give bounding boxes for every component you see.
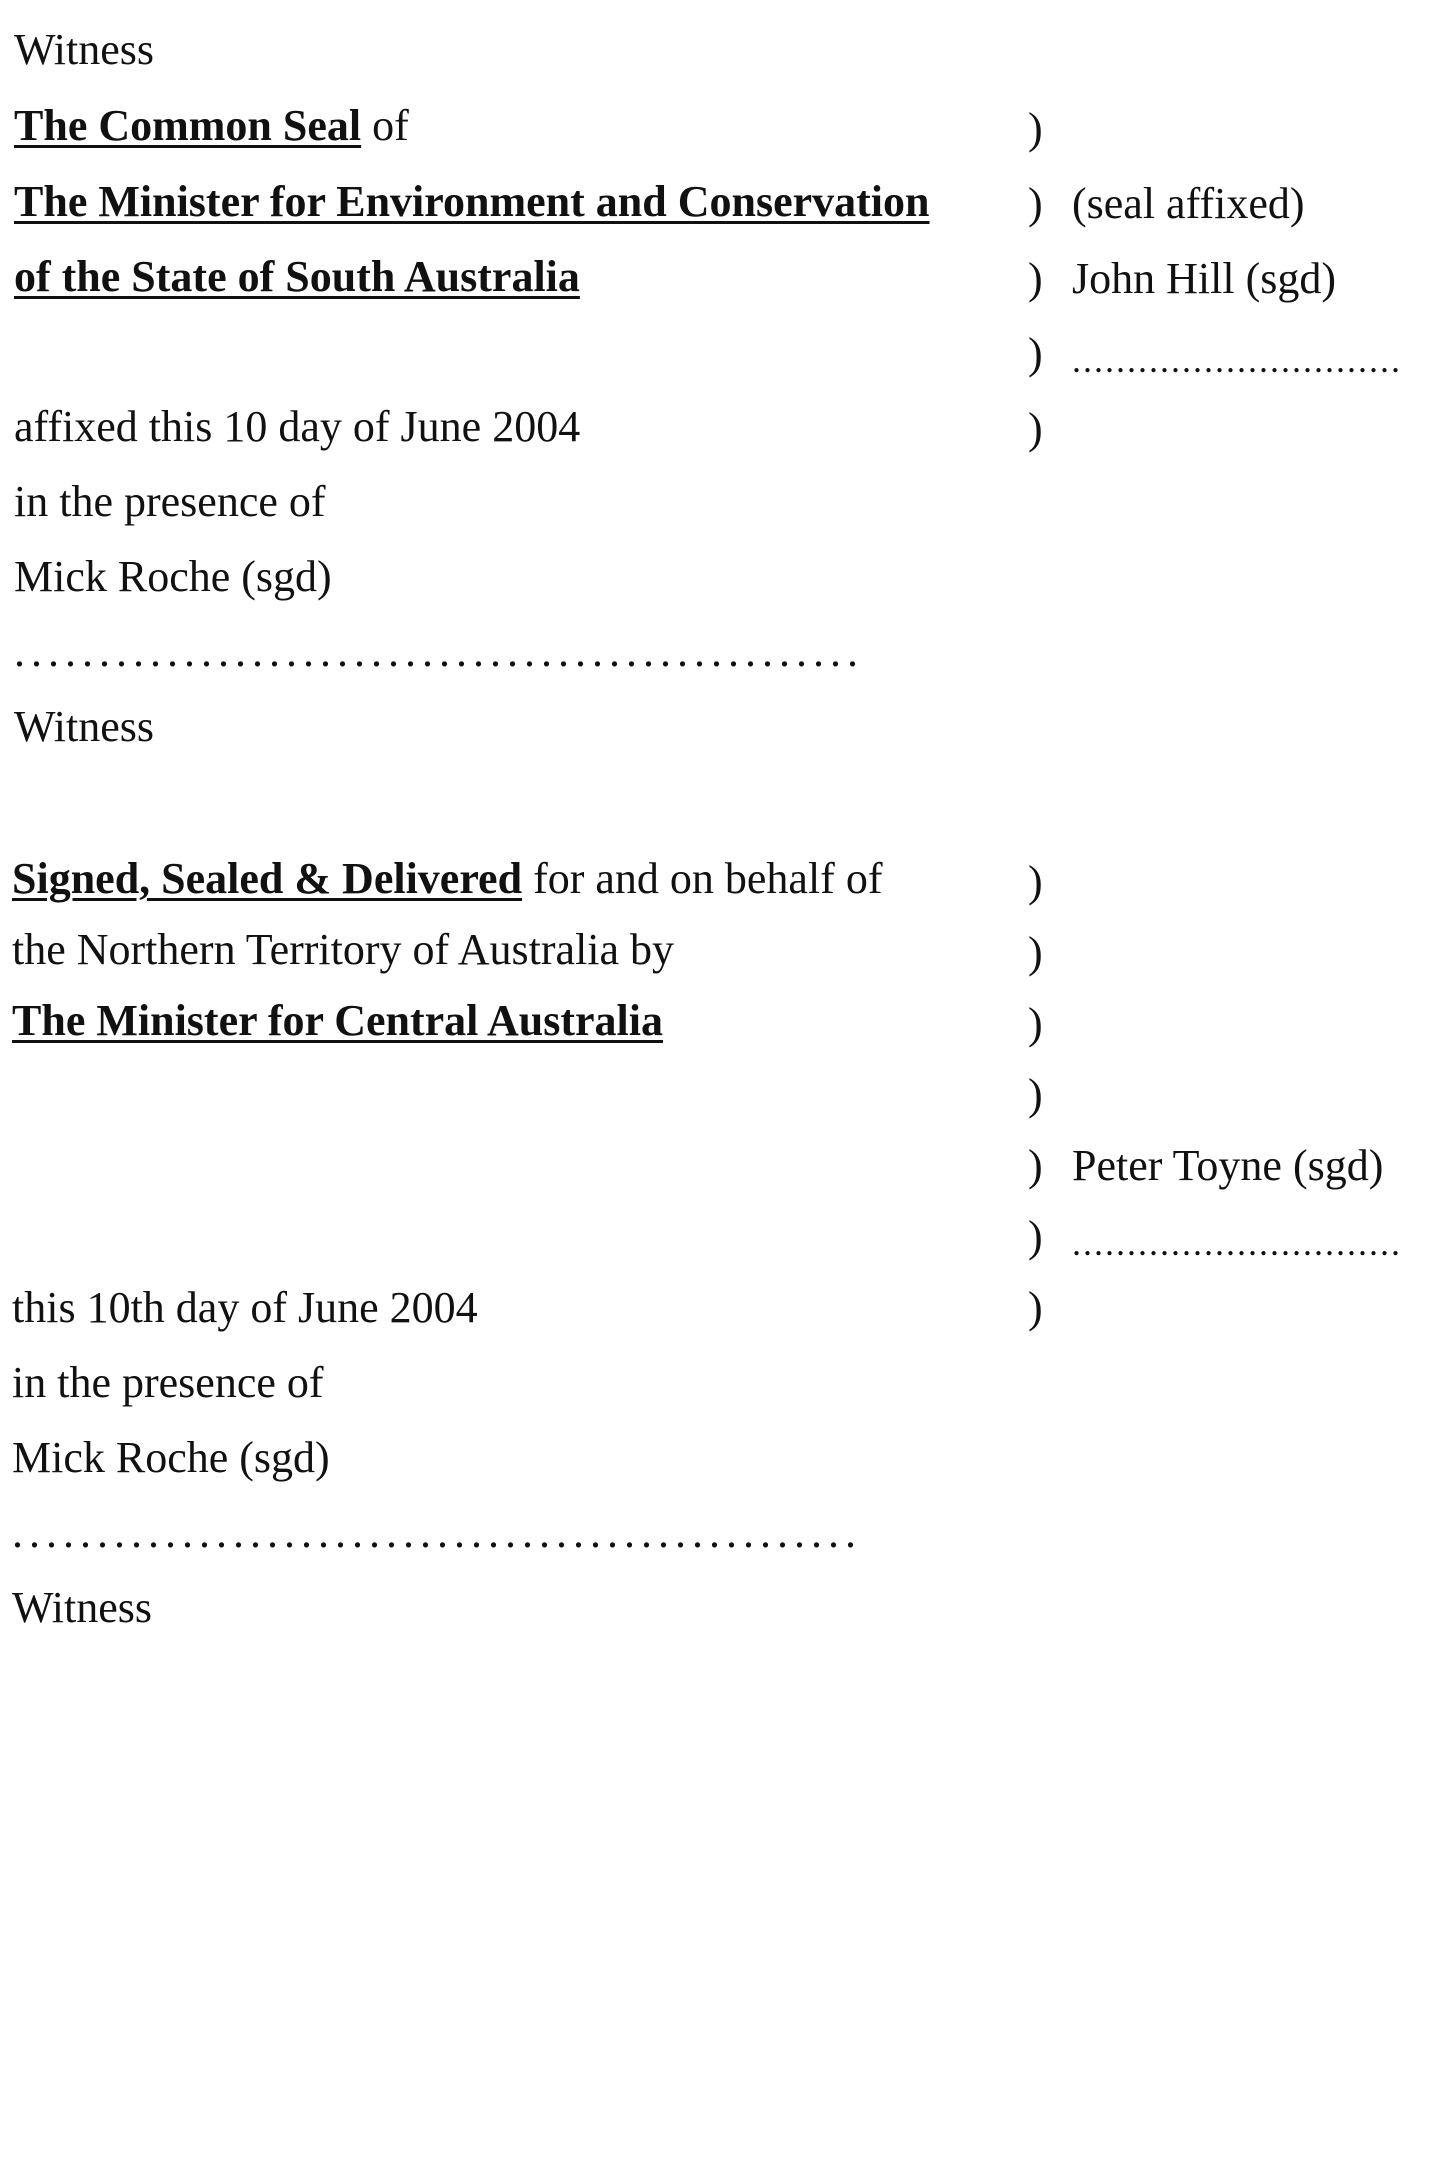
witness-signature-line: .................................................. [14,627,864,676]
northern-territory-line: the Northern Territory of Australia by [12,925,675,974]
witness-label: Witness [14,702,154,751]
witness-name: Mick Roche (sgd) [14,552,332,601]
witness-name: Mick Roche (sgd) [12,1433,330,1482]
signing-date: this 10th day of June 2004 [12,1283,478,1332]
signatory-name: John Hill (sgd) [1072,254,1336,303]
common-seal-line [14,101,409,150]
seal-affixed-note: (seal affixed) [1072,179,1305,228]
bracket: ) [1028,1070,1043,1119]
common-seal-title: The Common Seal [14,101,362,150]
minister-central-australia-title: The Minister for Central Australia [12,996,663,1045]
common-seal-of: of [361,101,409,150]
witness-signature-line: .................................................. [12,1508,862,1557]
bracket: ) [1028,1283,1043,1332]
bracket: ) [1028,857,1043,906]
in-presence-of: in the presence of [14,477,326,526]
bracket: ) [1028,404,1043,453]
witness-label: Witness [12,1583,152,1632]
bracket: ) [1028,104,1043,153]
signature-line: .............................. [1072,340,1402,380]
signed-sealed-line [12,854,883,903]
bracket: ) [1028,329,1043,378]
bracket: ) [1028,999,1043,1048]
bracket: ) [1028,928,1043,977]
bracket: ) [1028,1141,1043,1190]
in-presence-of: in the presence of [12,1358,324,1407]
signature-line: .............................. [1072,1223,1402,1263]
bracket: ) [1028,1212,1043,1261]
signatory-name: Peter Toyne (sgd) [1072,1141,1384,1190]
on-behalf-of: for and on behalf of [522,854,883,903]
signed-sealed-delivered-title: Signed, Sealed & Delivered [12,854,523,903]
bracket: ) [1028,254,1043,303]
state-south-australia-title: of the State of South Australia [14,252,580,301]
witness-label-top: Witness [14,25,154,74]
minister-environment-title: The Minister for Environment and Conservation [14,177,930,226]
bracket: ) [1028,179,1043,228]
affixed-date: affixed this 10 day of June 2004 [14,402,581,451]
